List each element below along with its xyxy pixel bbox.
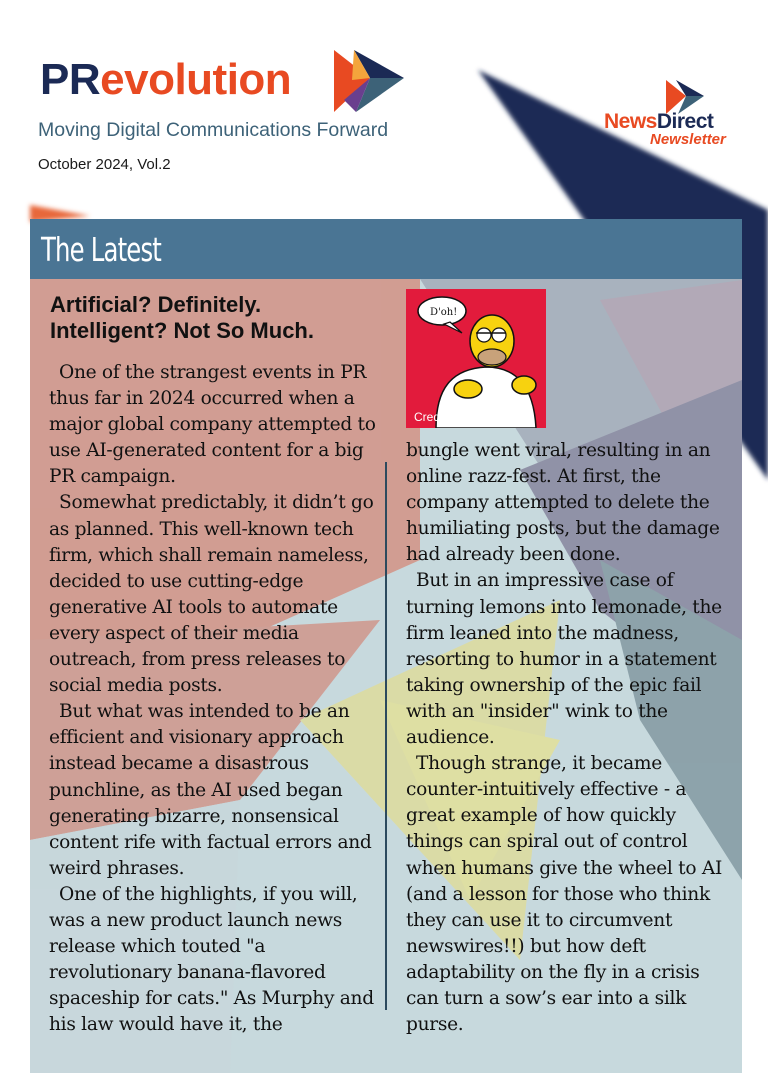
paragraph: Somewhat predictably, it didn’t go as planned. This well-known tech firm, which shall remain nameless, decided to use cutting-edge generative AI tools to automate every aspect of their media outreach, from press releases to social media posts.: [49, 492, 374, 697]
issue-date: October 2024, Vol.2: [38, 156, 171, 173]
speech-bubble-text: D'oh!: [430, 307, 458, 318]
brand-suffix: evolution: [100, 55, 292, 104]
paragraph: One of the strangest events in PR thus far in 2024 occurred when a major global company attempted to use AI-generated content for a big PR campaign.: [49, 362, 376, 488]
article-image: [406, 289, 546, 428]
brand-prefix: PR: [40, 55, 101, 104]
paragraph: But what was intended to be an efficient and visionary approach instead became a disastrous punchline, as the AI used began generating bizarre, nonsensical content rife with factual errors and weird phrases.: [49, 701, 372, 879]
article-column-1: [49, 360, 379, 1038]
column-divider: [385, 462, 387, 1010]
section-title: The Latest: [41, 230, 162, 269]
paragraph: Though strange, it became counter-intuitively effective - a great example of how quickly things can spiral out of control when humans give the wheel to AI (and a lesson for those who think they can use it to circumvent newswires!!) but how deft adaptability on the fly in a crisis can turn a sow’s ear into a silk purse.: [406, 753, 723, 1036]
newsdirect-part2: Direct: [656, 110, 714, 133]
article-column-2: [406, 438, 726, 1038]
tagline: Moving Digital Communications Forward: [38, 119, 389, 141]
paragraph-continuation: bungle went viral, resulting in an online razz-fest. At first, the company attempted to delete the humiliating posts, but the damage had already been done.: [406, 440, 720, 566]
newsdirect-triangle-icon: [666, 80, 704, 114]
headline-line-1: Artificial? Definitely.: [50, 292, 262, 317]
article-headline: [50, 292, 390, 344]
paragraph: One of the highlights, if you will, was a new product launch news release which touted "a revolutionary banana-flavored spaceship for cats." As Murphy and his law would have it, the: [49, 883, 374, 1036]
brand-triangle-icon: [334, 50, 404, 112]
homer-illustration: [406, 289, 546, 428]
newsletter-label: Newsletter: [650, 131, 726, 148]
image-credit: Credit: Wikisimpsons: [414, 410, 527, 424]
newsdirect-part1: News: [604, 110, 657, 133]
headline-line-2: Intelligent? Not So Much.: [50, 318, 314, 343]
paragraph: But in an impressive case of turning lemons into lemonade, the firm leaned into the madness, resorting to humor in a statement taking ownership of the epic fail with an "insider" wink to the audience.: [406, 570, 722, 749]
brand-logo-text: [40, 55, 292, 104]
